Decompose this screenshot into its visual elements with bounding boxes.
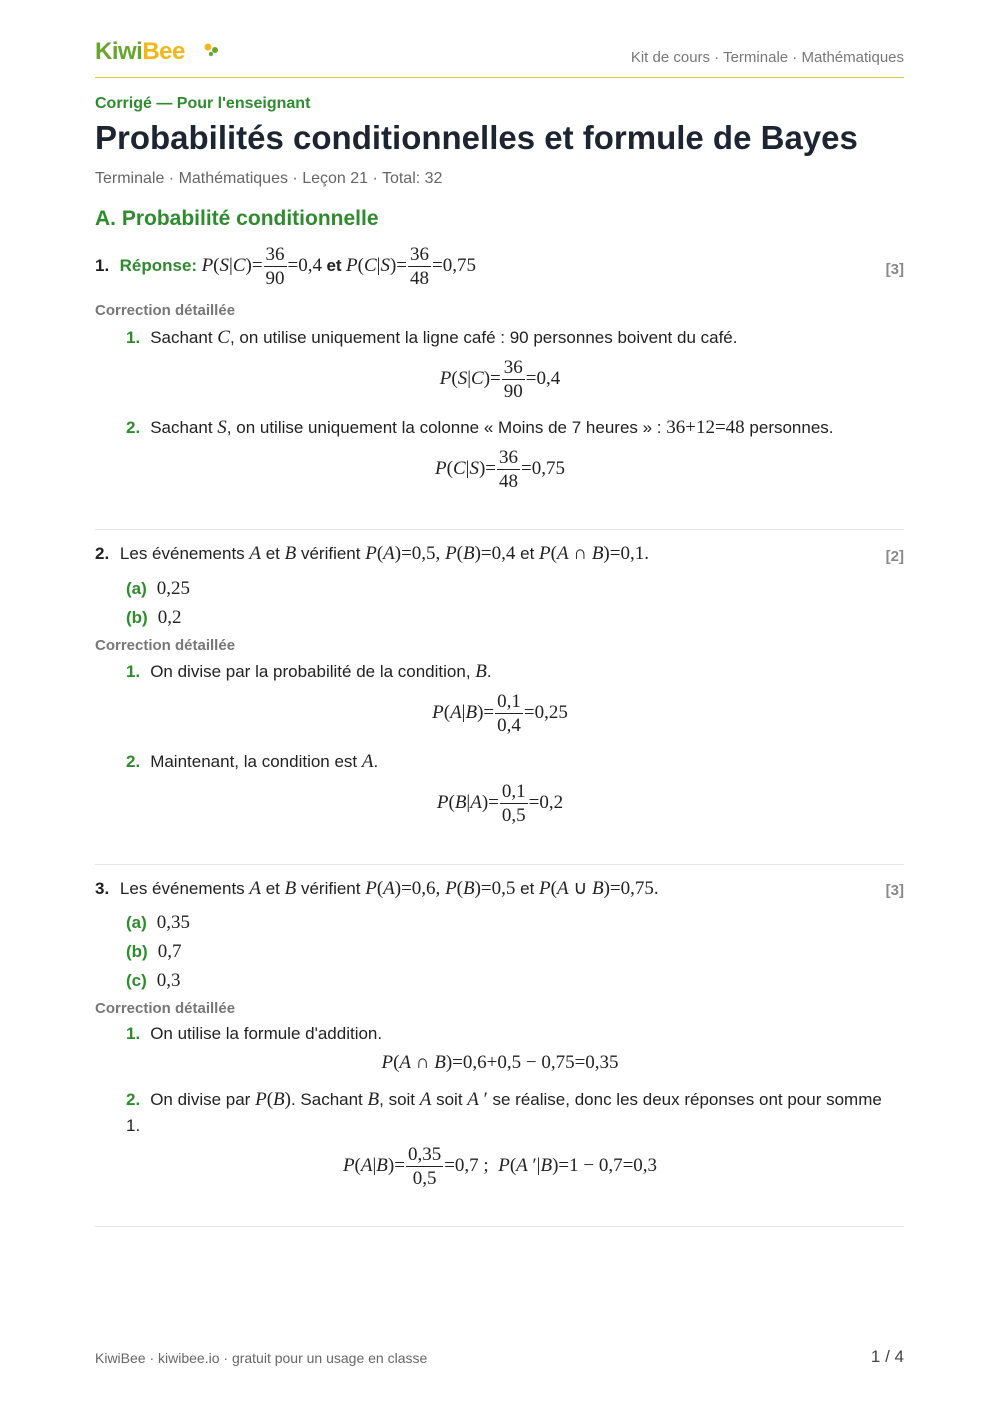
kiwibee-logo: KiwiBee: [95, 38, 185, 65]
display-equation: P(A|B)= $\frac{0,35}{0,5}$ =0,7 ; P(A ′|B)=1 − 0,7=0,3: [342, 1144, 658, 1189]
correction-label: Correction détaillée: [95, 302, 236, 319]
correction-step: 2. On divise par P(B). Sachant B, soit A soit A ′ se réalise, donc les deux réponses ont pour somme 1.: [126, 1089, 882, 1135]
question-number: 1.: [95, 255, 110, 275]
correction-step: 1. Sachant C, on utilise uniquement la ligne café : 90 personnes boivent du café.: [126, 327, 738, 348]
answer-math: P(S|C)= $\frac{36}{90}$ =0,4: [201, 244, 323, 289]
correction-step: 2. Sachant S, on utilise uniquement la colonne « Moins de 7 heures » : 36+12=48 personnes.: [126, 417, 834, 438]
page-title: Probabilités conditionnelles et formule de Bayes: [95, 119, 858, 156]
marks-badge: [3]: [885, 261, 904, 278]
breadcrumb: Kit de cours · Terminale · Mathématiques: [630, 49, 904, 66]
correction-label: Correction détaillée: [95, 637, 236, 654]
marks-badge: [2]: [885, 548, 904, 565]
display-equation: P(A|B)= $\frac{0,1}{0,4}$ =0,25: [432, 691, 568, 736]
doc-subtitle: Corrigé — Pour l'enseignant: [95, 95, 311, 112]
divider: [95, 864, 904, 865]
answer-option: (b) 0,7: [126, 941, 182, 962]
divider: [95, 529, 904, 530]
section-heading: A. Probabilité conditionnelle: [95, 207, 379, 230]
footer-text: KiwiBee · kiwibee.io · gratuit pour un usage en classe: [95, 1350, 428, 1366]
question-number: 3.: [95, 879, 110, 898]
question-2: 2. Les événements A et B vérifient P(A)=0,5, P(B)=0,4 et P(A ∩ B)=0,1.: [95, 543, 649, 564]
correction-step: 1. On utilise la formule d'addition.: [126, 1024, 383, 1043]
display-equation: P(B|A)= $\frac{0,1}{0,5}$ =0,2: [436, 781, 564, 826]
page-header: [95, 36, 904, 78]
display-equation: P(S|C)= $\frac{36}{90}$ =0,4: [439, 357, 561, 402]
answer-option: (a) 0,35: [126, 912, 191, 933]
divider: [95, 1226, 904, 1227]
doc-meta: Terminale · Mathématiques · Leçon 21 · Total: 32: [95, 170, 443, 187]
answer-label: Réponse:: [119, 255, 198, 275]
display-equation: P(A ∩ B)=0,6+0,5 − 0,75=0,35: [381, 1052, 619, 1073]
answer-option: (a) 0,25: [126, 578, 191, 599]
bee-dots-icon: [202, 41, 222, 61]
answer-option: (b) 0,2: [126, 607, 182, 628]
correction-step: 1. On divise par la probabilité de la condition, B.: [126, 661, 492, 682]
question-number: 2.: [95, 544, 110, 563]
correction-label: Correction détaillée: [95, 1000, 236, 1017]
question-1: 1. Réponse: P(S|C)= $\frac{36}{90}$ =0,4 et P(C|S)= $\frac{36}{48}$ =0,75: [95, 244, 476, 289]
answer-option: (c) 0,3: [126, 970, 181, 991]
display-equation: P(C|S)= $\frac{36}{48}$ =0,75: [435, 447, 565, 492]
page-number: 1 / 4: [870, 1347, 904, 1366]
correction-step: 2. Maintenant, la condition est A.: [126, 751, 379, 772]
question-3: 3. Les événements A et B vérifient P(A)=0,6, P(B)=0,5 et P(A ∪ B)=0,75.: [95, 878, 659, 899]
answer-math: P(C|S)= $\frac{36}{48}$ =0,75: [346, 244, 476, 289]
marks-badge: [3]: [885, 882, 904, 899]
